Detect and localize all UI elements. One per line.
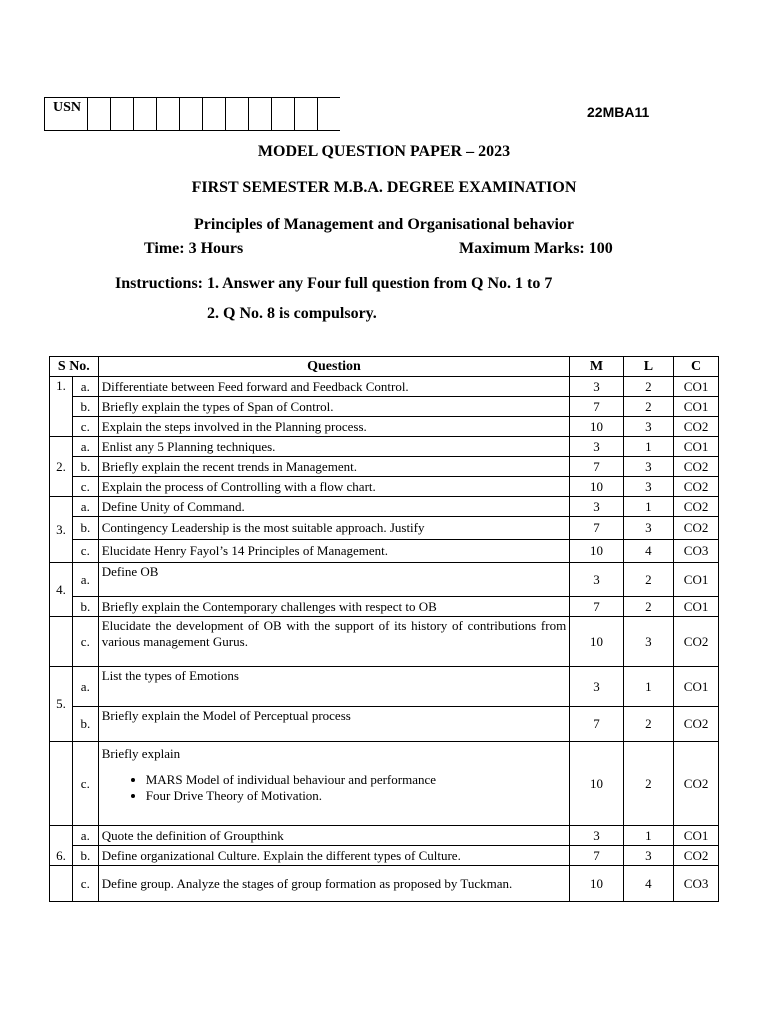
co-value: CO2 (674, 742, 719, 826)
co-value: CO1 (674, 563, 719, 597)
table-row (50, 866, 719, 902)
sub-label: c. (72, 540, 98, 563)
table-row (50, 617, 719, 667)
level-value: 3 (623, 517, 673, 540)
marks-value: 3 (570, 826, 623, 846)
table-header-row (50, 357, 719, 377)
usn-cell (202, 97, 225, 131)
table-row (50, 437, 719, 457)
co-value: CO1 (674, 597, 719, 617)
level-value: 2 (623, 377, 673, 397)
sub-label: c. (72, 866, 98, 902)
table-row (50, 597, 719, 617)
co-value: CO1 (674, 667, 719, 707)
level-value: 1 (623, 437, 673, 457)
co-value: CO1 (674, 437, 719, 457)
usn-cell (179, 97, 202, 131)
co-value: CO2 (674, 617, 719, 667)
maximum-marks: Maximum Marks: 100 (459, 240, 613, 257)
usn-cell (110, 97, 133, 131)
empty-cell (50, 866, 73, 902)
table-row (50, 826, 719, 846)
sub-label: a. (72, 563, 98, 597)
usn-cell (156, 97, 179, 131)
table-row (50, 417, 719, 437)
marks-value: 3 (570, 563, 623, 597)
sub-label: a. (72, 377, 98, 397)
header-c: C (674, 357, 719, 377)
sub-label: b. (72, 397, 98, 417)
level-value: 3 (623, 617, 673, 667)
sub-label: a. (72, 826, 98, 846)
question-number: 4. (50, 563, 73, 617)
question-text: Enlist any 5 Planning techniques. (98, 437, 569, 457)
question-number: 5. (50, 667, 73, 742)
marks-value: 7 (570, 397, 623, 417)
co-value: CO2 (674, 517, 719, 540)
question-text-block (98, 742, 569, 826)
subject-title: Principles of Management and Organisational behavior (194, 216, 574, 233)
sub-label: c. (72, 742, 98, 826)
level-value: 3 (623, 846, 673, 866)
co-value: CO2 (674, 417, 719, 437)
bullet-item: • MARS Model of individual behaviour and performance (146, 772, 566, 788)
co-value: CO2 (674, 707, 719, 742)
question-text: Define group. Analyze the stages of group formation as proposed by Tuckman. (98, 866, 569, 902)
sub-label: c. (72, 477, 98, 497)
marks-value: 10 (570, 866, 623, 902)
empty-cell (50, 617, 73, 667)
time-allowed: Time: 3 Hours (144, 240, 244, 257)
question-text: Define OB (98, 563, 569, 597)
question-table (49, 356, 719, 902)
level-value: 3 (623, 457, 673, 477)
instruction-2: 2. Q No. 8 is compulsory. (207, 305, 377, 322)
usn-cell (87, 97, 110, 131)
level-value: 1 (623, 497, 673, 517)
course-code: 22MBA11 (587, 104, 650, 120)
marks-value: 7 (570, 707, 623, 742)
table-row (50, 477, 719, 497)
table-row (50, 846, 719, 866)
marks-value: 3 (570, 497, 623, 517)
marks-value: 10 (570, 477, 623, 497)
usn-cell (294, 97, 317, 131)
sub-label: b. (72, 707, 98, 742)
sub-label: c. (72, 617, 98, 667)
marks-value: 10 (570, 540, 623, 563)
level-value: 1 (623, 667, 673, 707)
level-value: 2 (623, 563, 673, 597)
table-row (50, 742, 719, 826)
usn-cell (225, 97, 248, 131)
empty-cell (50, 742, 73, 826)
co-value: CO1 (674, 826, 719, 846)
bullet-item: • Four Drive Theory of Motivation. (146, 788, 566, 804)
table-row (50, 707, 719, 742)
table-row (50, 377, 719, 397)
question-text: Elucidate Henry Fayol’s 14 Principles of Management. (98, 540, 569, 563)
instruction-1: Instructions: 1. Answer any Four full question from Q No. 1 to 7 (115, 275, 553, 292)
table-row (50, 517, 719, 540)
usn-label: USN (44, 97, 87, 131)
table-row (50, 397, 719, 417)
paper-title: MODEL QUESTION PAPER – 2023 (257, 143, 511, 160)
question-number: 2. (50, 437, 73, 497)
header-question: Question (98, 357, 569, 377)
level-value: 4 (623, 866, 673, 902)
co-value: CO2 (674, 457, 719, 477)
level-value: 2 (623, 742, 673, 826)
sub-label: b. (72, 457, 98, 477)
table-row (50, 540, 719, 563)
question-text: Explain the steps involved in the Planning process. (98, 417, 569, 437)
table-row (50, 457, 719, 477)
level-value: 3 (623, 477, 673, 497)
question-text: Define Unity of Command. (98, 497, 569, 517)
question-text: List the types of Emotions (98, 667, 569, 707)
question-text: Elucidate the development of OB with the support of its history of contributions from various management Gurus. (98, 617, 569, 667)
marks-value: 7 (570, 846, 623, 866)
marks-value: 10 (570, 417, 623, 437)
marks-value: 3 (570, 437, 623, 457)
co-value: CO2 (674, 497, 719, 517)
marks-value: 10 (570, 617, 623, 667)
sub-label: b. (72, 846, 98, 866)
marks-value: 7 (570, 517, 623, 540)
question-text: Briefly explain the recent trends in Management. (98, 457, 569, 477)
bullet-list (102, 772, 566, 804)
table-row (50, 563, 719, 597)
marks-value: 3 (570, 377, 623, 397)
header-l: L (623, 357, 673, 377)
sub-label: b. (72, 517, 98, 540)
header-m: M (570, 357, 623, 377)
question-text: Quote the definition of Groupthink (98, 826, 569, 846)
exam-title: FIRST SEMESTER M.B.A. DEGREE EXAMINATION (191, 179, 577, 196)
marks-value: 10 (570, 742, 623, 826)
co-value: CO1 (674, 397, 719, 417)
level-value: 2 (623, 597, 673, 617)
co-value: CO3 (674, 866, 719, 902)
co-value: CO1 (674, 377, 719, 397)
usn-cell (248, 97, 271, 131)
sub-label: c. (72, 417, 98, 437)
usn-cell (133, 97, 156, 131)
table-row (50, 667, 719, 707)
sub-label: a. (72, 497, 98, 517)
question-text: Define organizational Culture. Explain the different types of Culture. (98, 846, 569, 866)
marks-value: 7 (570, 597, 623, 617)
question-text: Briefly explain the Model of Perceptual process (98, 707, 569, 742)
level-value: 3 (623, 417, 673, 437)
question-text: Briefly explain the Contemporary challenges with respect to OB (98, 597, 569, 617)
usn-cell (271, 97, 294, 131)
table-row (50, 497, 719, 517)
question-text: Briefly explain the types of Span of Control. (98, 397, 569, 417)
level-value: 4 (623, 540, 673, 563)
question-text: Contingency Leadership is the most suitable approach. Justify (98, 517, 569, 540)
level-value: 1 (623, 826, 673, 846)
question-text: Briefly explain (101, 746, 181, 761)
marks-value: 7 (570, 457, 623, 477)
level-value: 2 (623, 397, 673, 417)
question-number: 1. (50, 377, 73, 437)
level-value: 2 (623, 707, 673, 742)
question-text: Differentiate between Feed forward and Feedback Control. (98, 377, 569, 397)
usn-box (44, 97, 340, 131)
header-sno: S No. (50, 357, 99, 377)
usn-cell (317, 97, 340, 131)
question-text: Explain the process of Controlling with a flow chart. (98, 477, 569, 497)
co-value: CO2 (674, 477, 719, 497)
co-value: CO2 (674, 846, 719, 866)
co-value: CO3 (674, 540, 719, 563)
marks-value: 3 (570, 667, 623, 707)
question-number: 3. (50, 497, 73, 563)
sub-label: b. (72, 597, 98, 617)
question-number: 6. (50, 826, 73, 866)
sub-label: a. (72, 437, 98, 457)
sub-label: a. (72, 667, 98, 707)
